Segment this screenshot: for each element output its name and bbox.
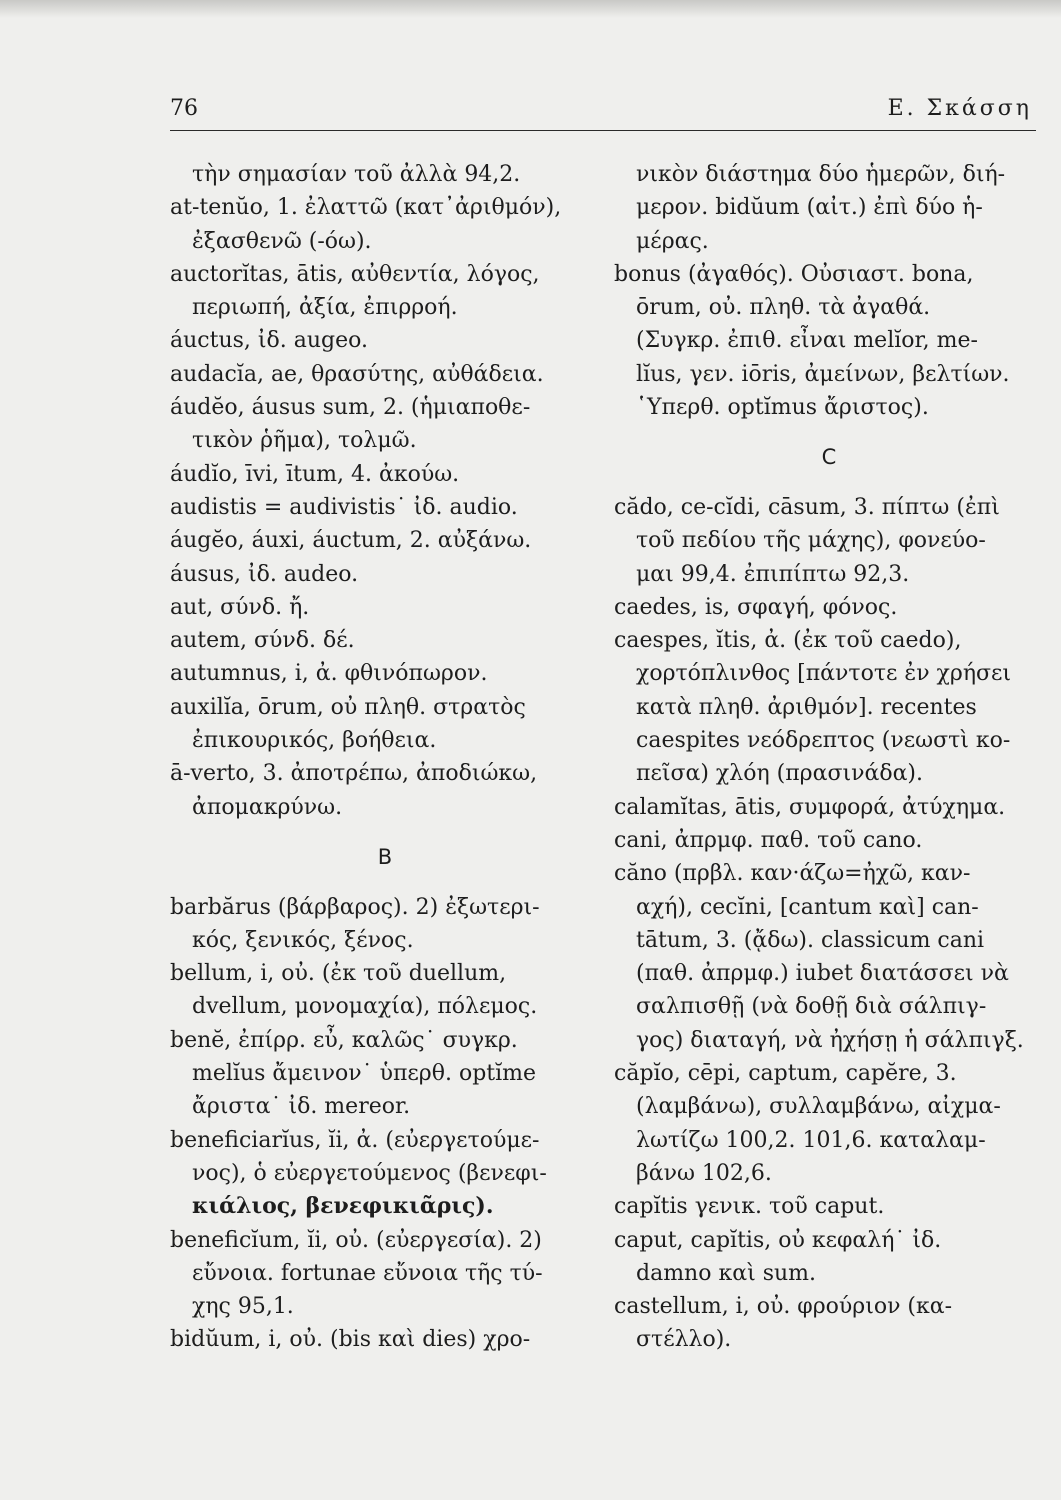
entry-line: cani, ἀπρμφ. παθ. τοῦ cano. (614, 827, 923, 853)
entry-line: μέρας. (636, 228, 709, 254)
entry-line: melĭus ἄμεινον˙ ὑπερθ. optĭme (192, 1061, 537, 1087)
entry-line: audistis = audivistis˙ ἰδ. audio. (170, 494, 518, 520)
page-number: 76 (170, 96, 198, 121)
entry-line: ἐπικουρικός, βοήθεια. (192, 728, 437, 754)
entry-line: áuctus, ἰδ. augeo. (170, 328, 368, 354)
entry-line: caput, capĭtis, οὐ κεφαλή˙ ἰδ. (614, 1227, 942, 1253)
entry-line: λωτίζω 100,2. 101,6. καταλαμ- (636, 1127, 986, 1153)
entry-line: dvellum, μονομαχία), πόλεμος. (192, 994, 538, 1020)
entry-line: εὔνοια. fortunae εὔνοια τῆς τύ- (192, 1260, 543, 1286)
entry-line: πεῖσα) χλόη (πρασινάδα). (636, 761, 924, 787)
entry-line: (Συγκρ. ἐπιθ. εἶναι melĭor, me- (636, 328, 978, 354)
entry-line: χης 95,1. (192, 1294, 294, 1320)
entry-line: περιωπή, ἀξία, ἐπιρροή. (192, 295, 458, 321)
entry-line: lĭus, γεν. iōris, ἀμείνων, βελτίων. (636, 361, 1010, 387)
entry-line: αχή), cecĭni, [cantum καὶ] can- (636, 894, 979, 920)
running-head: Ε. Σκάσση (887, 96, 1032, 121)
entry-line: χορτόπλινθος [πάντοτε ἐν χρήσει (636, 661, 1012, 687)
entry-line: ἀπομακρύνω. (192, 794, 343, 820)
entry-line: áudĭo, īvi, ītum, 4. ἀκούω. (170, 461, 460, 487)
entry-line: audacĭa, ae, θρασύτης, αὐθάδεια. (170, 361, 544, 387)
entry-line: μερον. bidŭum (αἰτ.) ἐπὶ δύο ἡ- (636, 195, 983, 221)
entry-line: barbărus (βάρβαρος). 2) ἐξωτερι- (170, 894, 540, 920)
entry-line: γος) διαταγή, νὰ ἠχήσῃ ἡ σάλπιγξ. (636, 1027, 1024, 1053)
entry-line: beneficĭum, ĭi, οὐ. (εὐεργεσία). 2) (170, 1227, 542, 1253)
entry-line: at-tenŭo, 1. ἐλαττῶ (κατ᾽ἀριθμόν), (170, 195, 562, 221)
entry-line: căpĭo, cēpi, captum, capĕre, 3. (614, 1061, 957, 1087)
entry-line: autumnus, i, ἀ. φθινόπωρον. (170, 661, 488, 687)
entry-line: τὴν σημασίαν τοῦ ἀλλὰ 94,2. (192, 162, 521, 187)
entry-line: tātum, 3. (ᾄδω). classicum cani (636, 927, 985, 953)
page-header (170, 96, 1036, 130)
entry-line: τοῦ πεδίου τῆς μάχης), φονεύο- (636, 528, 986, 554)
entry-line: ōrum, οὐ. πληθ. τὰ ἀγαθά. (636, 295, 931, 321)
left-column (170, 158, 600, 1357)
entry-line: áusus, ἰδ. audeo. (170, 561, 359, 587)
entry-line: bonus (ἀγαθός). Οὐσιαστ. bona, (614, 261, 974, 287)
entry-line: κός, ξενικός, ξένος. (192, 927, 414, 953)
entry-line: στέλλο). (636, 1327, 732, 1353)
entry-line: βάνω 102,6. (636, 1160, 772, 1186)
entry-line: ῾Υπερθ. optĭmus ἄριστος). (636, 395, 929, 421)
entry-line: auxilĭa, ōrum, οὐ πληθ. στρατὸς (170, 694, 526, 720)
entry-line: ā-verto, 3. ἀποτρέπω, ἀποδιώκω, (170, 761, 538, 787)
entry-line: aut, σύνδ. ἤ. (170, 594, 310, 620)
entry-line: benĕ, ἐπίρρ. εὖ, καλῶς˙ συγκρ. (170, 1027, 518, 1053)
header-rule (170, 130, 1036, 131)
entry-line: damno καὶ sum. (636, 1260, 817, 1286)
entry-line: áudĕo, áusus sum, 2. (ἡμιαποθε- (170, 395, 531, 421)
entry-line: calamĭtas, ātis, συμφορά, ἀτύχημα. (614, 794, 1006, 820)
entry-line: κιάλιος, βενεφικιᾶρις). (192, 1193, 494, 1220)
entry-line: castellum, i, οὐ. φρούριον (κα- (614, 1294, 953, 1320)
entry-line: auctorĭtas, ātis, αὐθεντία, λόγος, (170, 261, 540, 287)
right-column (614, 158, 1044, 1357)
entry-line: caespes, ĭtis, ἀ. (ἐκ τοῦ caedo), (614, 628, 962, 654)
section-letter-heading: C (821, 445, 837, 470)
entry-line: ἐξασθενῶ (-όω). (192, 228, 372, 254)
scan-edge-shadow (0, 0, 1061, 18)
entry-line: (λαμβάνω), συλλαμβάνω, αἰχμα- (636, 1094, 1001, 1120)
entry-line: bidŭum, i, οὐ. (bis καὶ dies) χρο- (170, 1327, 531, 1353)
entry-line: capĭtis γενικ. τοῦ caput. (614, 1194, 885, 1220)
entry-line: autem, σύνδ. δέ. (170, 628, 355, 654)
entry-line: caedes, is, σφαγή, φόνος. (614, 594, 898, 620)
entry-line: bellum, i, οὐ. (ἐκ τοῦ duellum, (170, 961, 507, 987)
entry-line: κατὰ πληθ. ἀριθμόν]. recentes (636, 694, 977, 720)
entry-line: căno (πρβλ. καν·άζω=ἠχῶ, καν- (614, 861, 971, 887)
entry-line: μαι 99,4. ἐπιπίπτω 92,3. (636, 561, 910, 587)
entry-line: áugĕo, áuxi, áuctum, 2. αὐξάνω. (170, 528, 532, 554)
entry-line: σαλπισθῇ (νὰ δοθῇ διὰ σάλπιγ- (636, 994, 987, 1020)
entry-line: cădo, ce-cĭdi, cāsum, 3. πίπτω (ἐπὶ (614, 494, 1000, 520)
entry-line: beneficiarĭus, ĭi, ἀ. (εὐεργετούμε- (170, 1127, 540, 1153)
entry-line: caespites νεόδρεπτος (νεωστὶ κο- (636, 728, 1011, 754)
section-letter-heading: B (377, 844, 393, 869)
entry-line: νος), ὁ εὐεργετούμενος (βενεφι- (192, 1160, 547, 1186)
entry-line: τικὸν ῥῆμα), τολμῶ. (192, 428, 417, 454)
entry-line: (παθ. ἀπρμφ.) iubet διατάσσει νὰ (636, 961, 1009, 987)
entry-line: ἄριστα˙ ἰδ. mereor. (192, 1094, 411, 1120)
entry-line: νικὸν διάστημα δύο ἡμερῶν, διή- (636, 162, 1006, 187)
